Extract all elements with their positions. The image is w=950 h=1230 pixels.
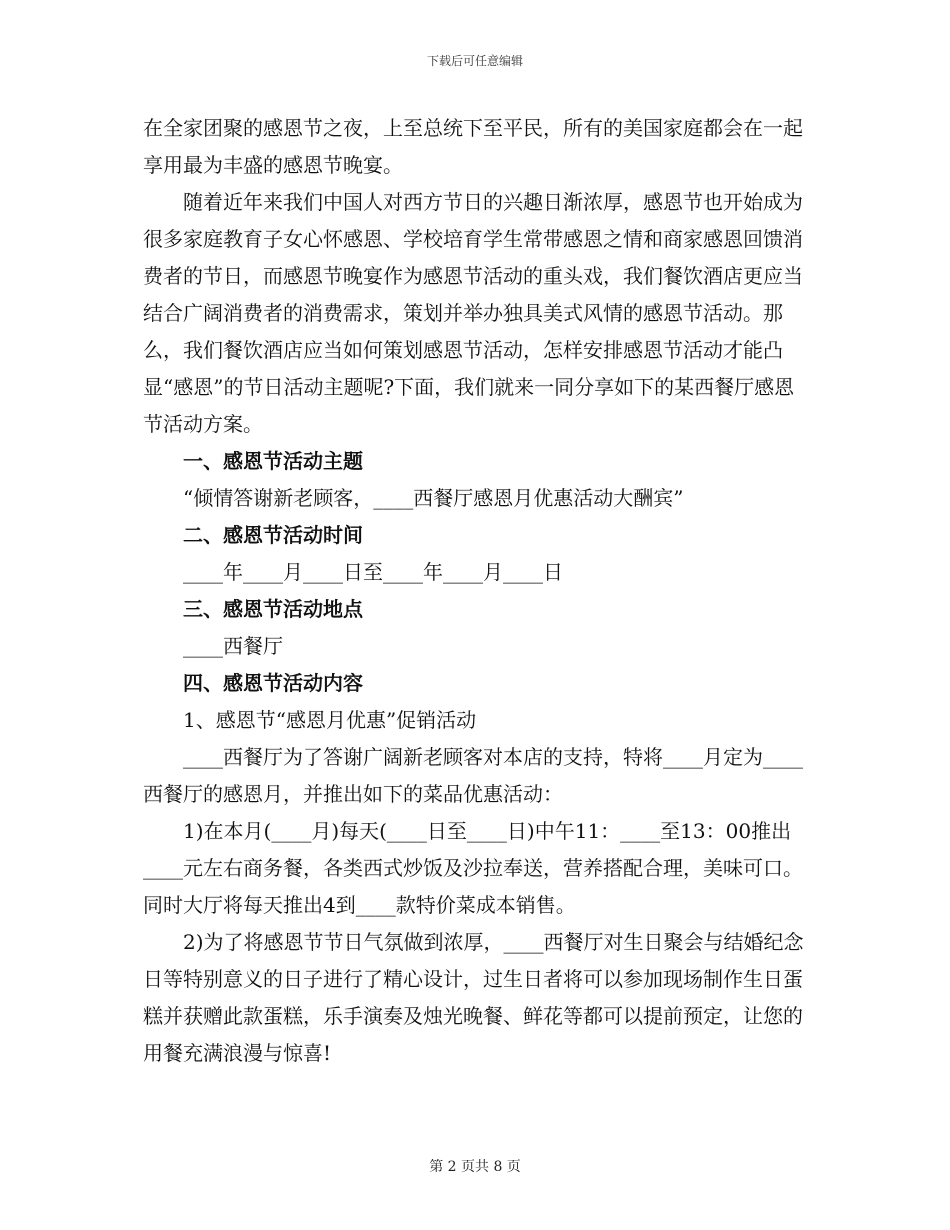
theme-text: “倾情答谢新老顾客，____西餐厅感恩月优惠活动大酬宾”: [183, 486, 684, 510]
document-body: [143, 110, 809, 1072]
subsection-title: 1、感恩节“感恩月优惠”促销活动: [183, 708, 477, 732]
page-header: 下载后可任意编辑: [426, 54, 523, 68]
section-heading-content: 四、感恩节活动内容: [183, 671, 363, 695]
time-text: ____年____月____日至____年____月____日: [183, 560, 563, 584]
page-footer: 第 2 页共 8 页: [429, 1159, 521, 1175]
section-heading-theme: 一、感恩节活动主题: [183, 449, 363, 473]
paragraph-item-1: 1)在本月(____月)每天(____日至____日)中午11：____至13：00推出____元左右商务餐，各类西式炒饭及沙拉奉送，营养搭配合理，美味可口。同时大厅将每天推出4到____款特价菜成本销售。: [143, 819, 803, 917]
section-heading-location: 三、感恩节活动地点: [183, 597, 363, 621]
section-heading-time: 二、感恩节活动时间: [183, 523, 363, 547]
paragraph-intro: 在全家团聚的感恩节之夜，上至总统下至平民，所有的美国家庭都会在一起享用最为丰盛的感恩节晚宴。: [143, 116, 803, 177]
paragraph-background: 随着近年来我们中国人对西方节日的兴趣日渐浓厚，感恩节也开始成为很多家庭教育子女心怀感恩、学校培育学生常带感恩之情和商家感恩回馈消费者的节日，而感恩节晚宴作为感恩节活动的重头戏，我们餐饮酒店更应当结合广阔消费者的消费需求，策划并举办独具美式风情的感恩节活动。那么，我们餐饮酒店应当如何策划感恩节活动，怎样安排感恩节活动才能凸显“感恩”的节日活动主题呢?下面，我们就来一同分享如下的某西餐厅感恩节活动方案。: [143, 190, 803, 436]
paragraph-item-2: 2)为了将感恩节节日气氛做到浓厚，____西餐厅对生日聚会与结婚纪念日等特别意义的日子进行了精心设计，过生日者将可以参加现场制作生日蛋糕并获赠此款蛋糕，乐手演奏及烛光晚餐、鲜花等都可以提前预定，让您的用餐充满浪漫与惊喜!: [143, 930, 804, 1065]
location-text: ____西餐厅: [183, 634, 283, 658]
paragraph-promo: ____西餐厅为了答谢广阔新老顾客对本店的支持，特将____月定为____西餐厅的感恩月，并推出如下的菜品优惠活动：: [143, 745, 803, 806]
